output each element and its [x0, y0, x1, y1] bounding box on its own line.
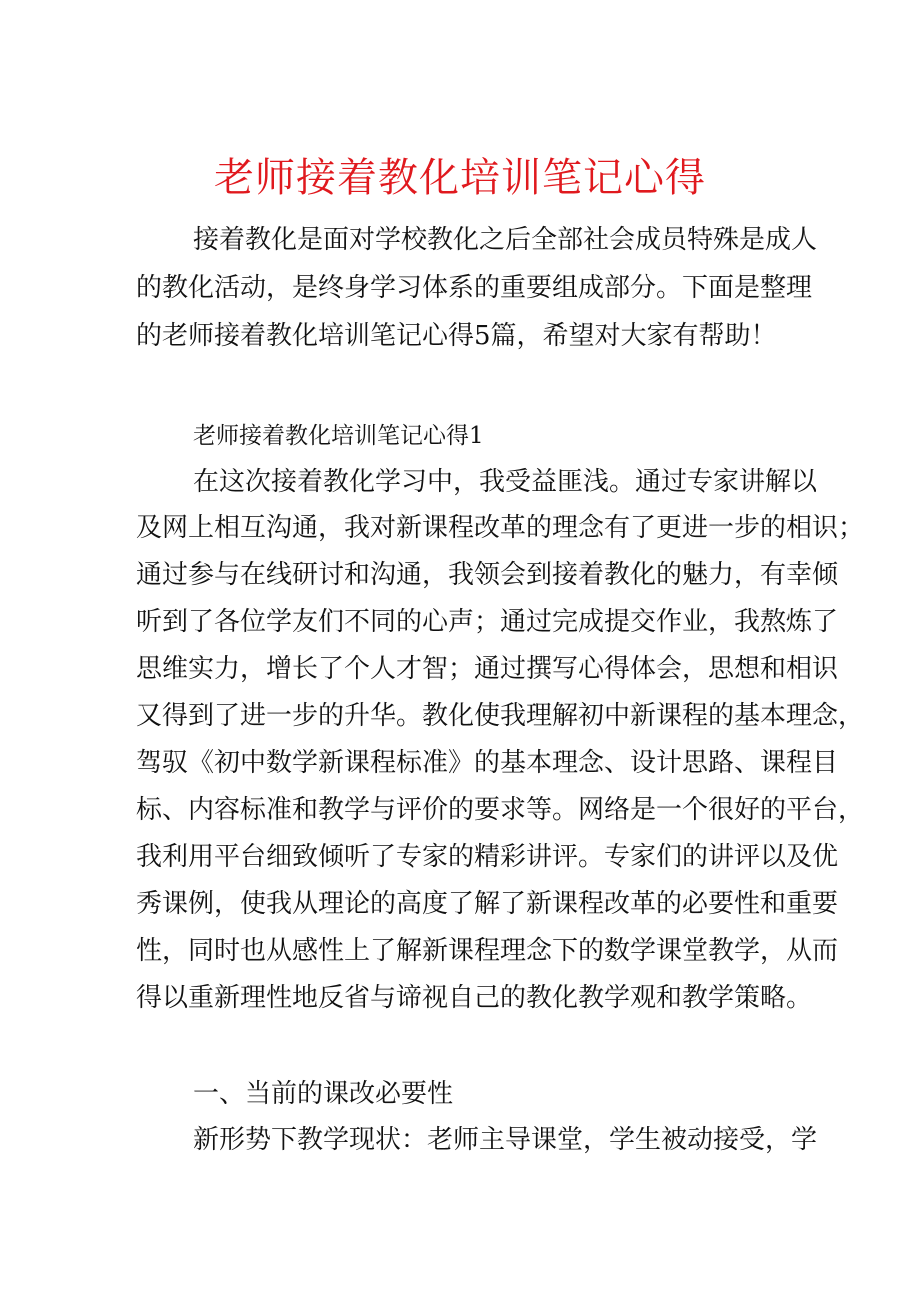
paragraph-line: 及网上相互沟通，我对新课程改革的理念有了更进一步的相识； [136, 513, 865, 543]
paragraph-line: 在这次接着教化学习中，我受益匪浅。通过专家讲解以 [193, 467, 818, 497]
paragraph-line: 驾驭《初中数学新课程标准》的基本理念、设计思路、课程目 [136, 748, 839, 778]
intro-line: 接着教化是面对学校教化之后全部社会成员特殊是成人 [193, 225, 818, 255]
intro-line: 的教化活动，是终身学习体系的重要组成部分。下面是整理 [136, 273, 813, 303]
paragraph-line: 思维实力，增长了个人才智；通过撰写心得体会，思想和相识 [136, 654, 839, 684]
paragraph-line: 我利用平台细致倾听了专家的精彩讲评。专家们的讲评以及优 [136, 842, 839, 872]
intro-line: 的老师接着教化培训笔记心得5篇，希望对大家有帮助！ [136, 321, 777, 351]
paragraph-line: 通过参与在线研讨和沟通，我领会到接着教化的魅力，有幸倾 [136, 560, 839, 590]
paragraph-line: 又得到了进一步的升华。教化使我理解初中新课程的基本理念， [136, 701, 865, 731]
paragraph-line: 听到了各位学友们不同的心声；通过完成提交作业，我熬炼了 [136, 607, 839, 637]
paragraph-line: 性，同时也从感性上了解新课程理念下的数学课堂教学，从而 [136, 936, 839, 966]
paragraph-line: 秀课例，使我从理论的高度了解了新课程改革的必要性和重要 [136, 889, 839, 919]
subheading: 一、当前的课改必要性 [193, 1079, 454, 1109]
paragraph-line: 新形势下教学现状：老师主导课堂，学生被动接受，学 [193, 1125, 818, 1155]
paragraph-line: 标、内容标准和教学与评价的要求等。网络是一个很好的平台， [136, 795, 865, 825]
document-title: 老师接着教化培训笔记心得 [214, 155, 706, 201]
paragraph-line: 得以重新理性地反省与谛视自己的教化教学观和教学策略。 [136, 983, 813, 1013]
section-heading: 老师接着教化培训笔记心得1 [193, 423, 484, 449]
